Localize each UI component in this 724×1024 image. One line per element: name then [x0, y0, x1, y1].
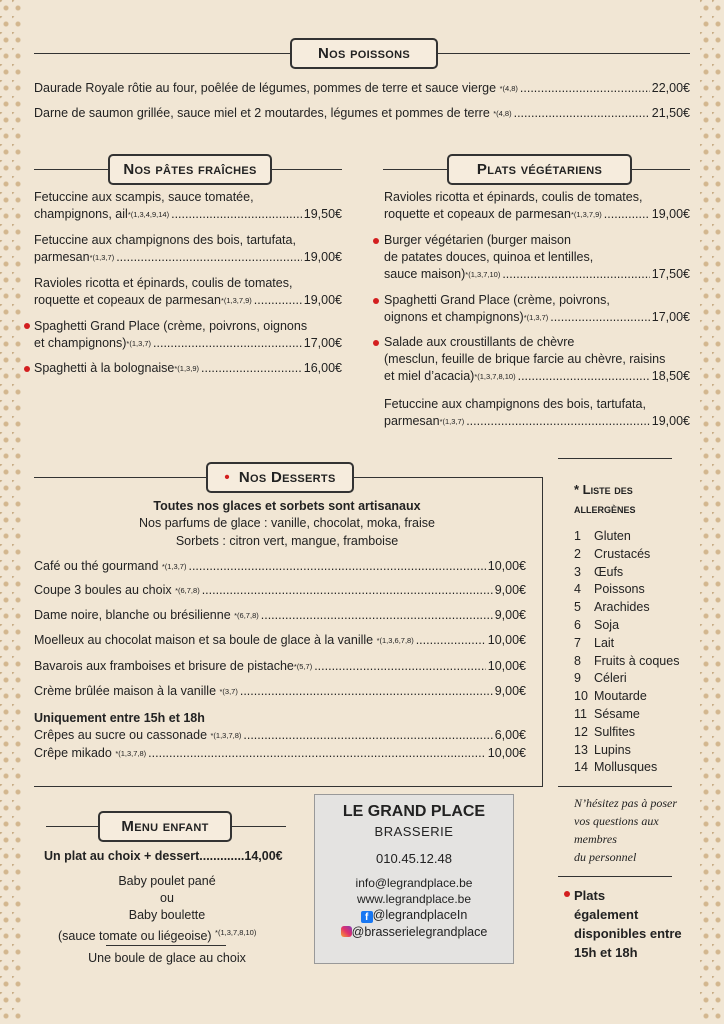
- note-line: N’hésitez pas à poser: [574, 796, 677, 810]
- allergen-name: Soja: [594, 617, 620, 632]
- contact-box: [314, 794, 514, 964]
- allergen-num: 14: [574, 760, 588, 775]
- allergen-item: [574, 706, 679, 724]
- allergen-num: 2: [574, 546, 581, 561]
- item-allergens: *(1,3,7,9): [570, 210, 602, 219]
- allergen-name: Mollusques: [594, 760, 658, 775]
- allergen-num: 6: [574, 617, 581, 632]
- item-price: 10,00€: [487, 746, 526, 760]
- enfant-line-2: ou: [160, 891, 174, 905]
- allergen-item: [574, 724, 679, 742]
- allergen-item: [574, 599, 679, 617]
- item-text: oignons et champignons): [384, 310, 524, 324]
- enfant-line-4: [58, 924, 298, 945]
- decorative-border-left: [0, 0, 24, 1024]
- pates-item-5: [34, 360, 342, 377]
- allergen-item: [574, 742, 679, 760]
- red-bullet-icon: [373, 298, 379, 304]
- item-price: 19,50€: [303, 207, 342, 221]
- plats-note: [574, 886, 682, 962]
- allergen-num: 9: [574, 671, 581, 686]
- allergen-name: Crustacés: [594, 546, 651, 561]
- item-text: Spaghetti à la bolognaise: [34, 361, 175, 375]
- veg-item-5: [384, 396, 690, 430]
- poissons-rule-left: [34, 53, 290, 54]
- allergen-item: [574, 759, 679, 777]
- dessert-special-2: [34, 745, 526, 762]
- item-text: (mesclun, feuille de brique farcie au chèvre, raisins: [384, 352, 666, 366]
- enfant-line-1: Baby poulet pané: [118, 874, 216, 888]
- item-text: et champignons): [34, 336, 127, 350]
- allergen-name: Lupins: [594, 742, 631, 757]
- note-line: vos questions aux: [574, 814, 659, 828]
- instagram-icon: [341, 926, 352, 937]
- item-text: Fetuccine aux champignons des bois, tartufata,: [34, 233, 296, 247]
- pates-rule-left: [34, 169, 108, 170]
- item-text: de patates douces, quinoa et lentilles,: [384, 250, 594, 264]
- enfant-rule-right: [230, 826, 286, 827]
- red-bullet-icon: [24, 323, 30, 329]
- item-price: 6,00€: [494, 728, 526, 742]
- desserts-frame-right: [542, 477, 543, 787]
- item-allergens: *(6,7,8): [175, 586, 200, 595]
- veg-rule-right: [630, 169, 690, 170]
- pates-item-4: [34, 318, 342, 352]
- item-price: 18,50€: [651, 369, 690, 383]
- vegetariens-title: Plats végétariens: [447, 154, 632, 185]
- allergen-num: 1: [574, 529, 581, 543]
- allergen-num: 5: [574, 600, 581, 615]
- pates-item-1: [34, 189, 342, 223]
- item-allergens: *(1,3,6,7,8): [376, 636, 414, 645]
- allergen-rule-bottom: [558, 876, 672, 877]
- pates-item-2: [34, 232, 342, 266]
- dessert-item-4: [34, 632, 526, 649]
- allergen-num: 10: [574, 689, 588, 704]
- email[interactable]: info@legrandplace.be: [355, 876, 473, 890]
- item-allergens: *(1,3,7): [126, 339, 152, 348]
- item-text: Daurade Royale rôtie au four, poêlée de légumes, pommes de terre et sauce vierge: [34, 81, 497, 95]
- item-price: 21,50€: [651, 106, 690, 120]
- allergen-name: Céleri: [594, 671, 627, 686]
- pates-item-3: [34, 275, 342, 309]
- item-text: Crêpes au sucre ou cassonade: [34, 728, 208, 742]
- red-bullet-icon: [564, 891, 570, 897]
- item-price: 19,00€: [303, 293, 342, 307]
- item-allergens: *(1,3,7,10): [465, 270, 501, 279]
- offer-text: Un plat au choix + dessert.............: [44, 849, 245, 863]
- allergen-item: [574, 670, 679, 688]
- staff-note: [572, 794, 677, 866]
- item-text: Crêpe mikado: [34, 746, 112, 760]
- allergen-item: [574, 617, 679, 635]
- allergen-name: Lait: [594, 635, 615, 650]
- desserts-title: [206, 462, 354, 493]
- item-text: sauce maison): [384, 267, 466, 281]
- enfant-offer: [44, 848, 290, 865]
- allergen-item: [574, 528, 679, 546]
- desserts-frame-bottom: [34, 786, 542, 787]
- allergen-num: 13: [574, 742, 588, 757]
- facebook-link[interactable]: [315, 908, 513, 923]
- item-price: 9,00€: [494, 608, 526, 622]
- allergen-item: [574, 546, 679, 564]
- item-text: roquette et copeaux de parmesan: [34, 293, 221, 307]
- enfant-line-3: Baby boulette: [128, 908, 206, 922]
- poissons-item-2: [34, 105, 690, 122]
- item-text: Bavarois aux framboises et brisure de pistache: [34, 659, 294, 673]
- allergen-name: Moutarde: [594, 689, 647, 704]
- allergen-name: Arachides: [594, 600, 650, 615]
- note-line: membres: [574, 832, 617, 846]
- item-price: 10,00€: [487, 633, 526, 647]
- dessert-item-3: [34, 607, 526, 624]
- item-text: Salade aux croustillants de chèvre: [384, 335, 575, 349]
- phone-number: 010.45.12.48: [376, 851, 452, 866]
- dessert-item-1: [34, 558, 526, 575]
- dessert-item-5: [34, 658, 526, 675]
- item-text: Crème brûlée maison à la vanille: [34, 684, 217, 698]
- instagram-link[interactable]: [315, 925, 513, 939]
- item-allergens: *(6,7,8): [234, 611, 259, 620]
- desserts-intro-1: Nos parfums de glace : vanille, chocolat, moka, fraise: [139, 516, 435, 530]
- note-line: Plats: [574, 888, 606, 903]
- allergen-name: Sésame: [594, 706, 640, 721]
- item-text: Fetuccine aux champignons des bois, tartufata,: [384, 397, 646, 411]
- desserts-rule-left: [34, 477, 206, 478]
- dessert-special-1: [34, 727, 526, 744]
- item-text: (sauce tomate ou liégeoise): [58, 929, 212, 944]
- enfant-title: Menu enfant: [98, 811, 232, 842]
- item-text: Moelleux au chocolat maison et sa boule de glace à la vanille: [34, 633, 374, 647]
- desserts-title-text: Nos Desserts: [238, 469, 336, 486]
- item-price: 16,00€: [303, 361, 342, 375]
- desserts-rule-right: [352, 477, 542, 478]
- allergen-item: [574, 635, 679, 653]
- decorative-border-right: [700, 0, 724, 1024]
- poissons-item-1: [34, 80, 690, 97]
- item-allergens: *(1,3,7,9): [220, 296, 252, 305]
- allergen-num: 11: [574, 706, 587, 721]
- item-allergens: *(1,3,7): [523, 313, 549, 322]
- allergen-name: Gluten: [594, 529, 631, 543]
- allergen-num: 3: [574, 564, 581, 579]
- item-text: parmesan: [384, 414, 440, 428]
- item-price: 10,00€: [487, 559, 526, 573]
- allergen-name: Sulfites: [594, 724, 635, 739]
- item-price: 19,00€: [303, 250, 342, 264]
- allergen-rule-top: [558, 458, 672, 459]
- website-link[interactable]: www.legrandplace.be: [356, 892, 472, 906]
- allergen-name: Poissons: [594, 582, 645, 597]
- item-price: 9,00€: [494, 684, 526, 698]
- allergen-name: Œufs: [594, 564, 624, 579]
- note-line: également: [574, 907, 639, 922]
- item-text: parmesan: [34, 250, 90, 264]
- dessert-item-2: [34, 582, 526, 599]
- offer-price: 14,00€: [244, 849, 283, 863]
- item-price: 19,00€: [651, 207, 690, 221]
- restaurant-type: BRASSERIE: [374, 824, 454, 839]
- item-allergens: *(1,3,7,8,10): [215, 928, 257, 937]
- allergen-title-2: allergènes: [574, 501, 636, 516]
- item-text: champignons, ail: [34, 207, 128, 221]
- veg-item-3: [384, 292, 690, 326]
- dessert-item-6: [34, 683, 526, 700]
- item-allergens: *(1,3,7): [161, 562, 187, 571]
- item-price: 22,00€: [651, 81, 690, 95]
- desserts-intro-bold: Toutes nos glaces et sorbets sont artisanaux: [153, 499, 421, 513]
- item-allergens: *(1,3,7,8): [115, 749, 147, 758]
- allergen-rule-mid: [558, 786, 672, 787]
- item-text: Coupe 3 boules au choix: [34, 583, 172, 597]
- note-line: 15h et 18h: [574, 945, 638, 960]
- item-allergens: *(4,8): [493, 109, 512, 118]
- item-price: 9,00€: [494, 583, 526, 597]
- allergen-title: [574, 480, 636, 518]
- allergen-num: 8: [574, 653, 581, 668]
- item-allergens: *(5,7): [293, 662, 313, 671]
- item-text: Darne de saumon grillée, sauce miel et 2 moutardes, légumes et pommes de terre: [34, 106, 490, 120]
- item-price: 19,00€: [651, 414, 690, 428]
- red-bullet-icon: [373, 340, 379, 346]
- allergen-list: [574, 528, 679, 777]
- item-allergens: *(1,3,7): [439, 417, 465, 426]
- item-text: Ravioles ricotta et épinards, coulis de tomates,: [384, 190, 643, 204]
- enfant-divider: [106, 945, 226, 946]
- item-allergens: *(4,8): [499, 84, 518, 93]
- instagram-handle: @brasserielegrandplace: [351, 925, 488, 939]
- note-line: du personnel: [574, 850, 637, 864]
- item-allergens: *(1,3,9): [174, 364, 199, 373]
- item-text: Ravioles ricotta et épinards, coulis de tomates,: [34, 276, 293, 290]
- restaurant-name: LE GRAND PLACE: [342, 803, 486, 820]
- allergen-num: 12: [574, 724, 588, 739]
- pates-rule-right: [270, 169, 342, 170]
- item-allergens: *(1,3,7,8): [210, 731, 242, 740]
- item-text: Burger végétarien (burger maison: [384, 233, 571, 247]
- item-allergens: *(1,3,7): [89, 253, 115, 262]
- item-text: Spaghetti Grand Place (crème, poivrons, oignons: [34, 319, 308, 333]
- red-bullet-icon: [373, 238, 379, 244]
- item-text: Café ou thé gourmand: [34, 559, 159, 573]
- facebook-handle: @legrandplaceIn: [372, 908, 468, 922]
- red-bullet-icon: [24, 366, 30, 372]
- item-allergens: *(1,3,7,8,10): [474, 372, 516, 381]
- red-bullet-icon: •: [224, 469, 230, 486]
- item-text: roquette et copeaux de parmesan: [384, 207, 571, 221]
- item-text: Fetuccine aux scampis, sauce tomatée,: [34, 190, 254, 204]
- enfant-rule-left: [46, 826, 98, 827]
- allergen-item: [574, 653, 679, 671]
- allergen-item: [574, 581, 679, 599]
- poissons-rule-right: [436, 53, 690, 54]
- item-price: 10,00€: [487, 659, 526, 673]
- enfant-line-5: Une boule de glace au choix: [88, 951, 246, 965]
- facebook-icon: f: [361, 911, 373, 923]
- item-price: 17,50€: [651, 267, 690, 281]
- note-line: disponibles entre: [574, 926, 682, 941]
- desserts-intro-2: Sorbets : citron vert, mangue, framboise: [175, 534, 399, 548]
- item-price: 17,00€: [651, 310, 690, 324]
- item-allergens: *(1,3,4,9,14): [127, 210, 170, 219]
- item-text: Spaghetti Grand Place (crème, poivrons,: [384, 293, 610, 307]
- pates-title: Nos pâtes fraîches: [108, 154, 272, 185]
- veg-item-1: [384, 189, 690, 223]
- poissons-title: Nos poissons: [290, 38, 438, 69]
- allergen-item: [574, 564, 679, 582]
- item-price: 17,00€: [303, 336, 342, 350]
- veg-item-4: [384, 334, 690, 385]
- allergen-num: 7: [574, 635, 581, 650]
- allergen-title-1: * Liste des: [574, 482, 633, 497]
- item-text: et miel d’acacia): [384, 369, 475, 383]
- allergen-num: 4: [574, 582, 581, 597]
- allergen-name: Fruits à coques: [594, 653, 680, 668]
- veg-item-2: [384, 232, 690, 283]
- item-allergens: *(3,7): [219, 687, 238, 696]
- allergen-item: [574, 688, 679, 706]
- item-text: Dame noire, blanche ou brésilienne: [34, 608, 231, 622]
- veg-rule-left: [383, 169, 447, 170]
- desserts-special-title: Uniquement entre 15h et 18h: [34, 711, 205, 725]
